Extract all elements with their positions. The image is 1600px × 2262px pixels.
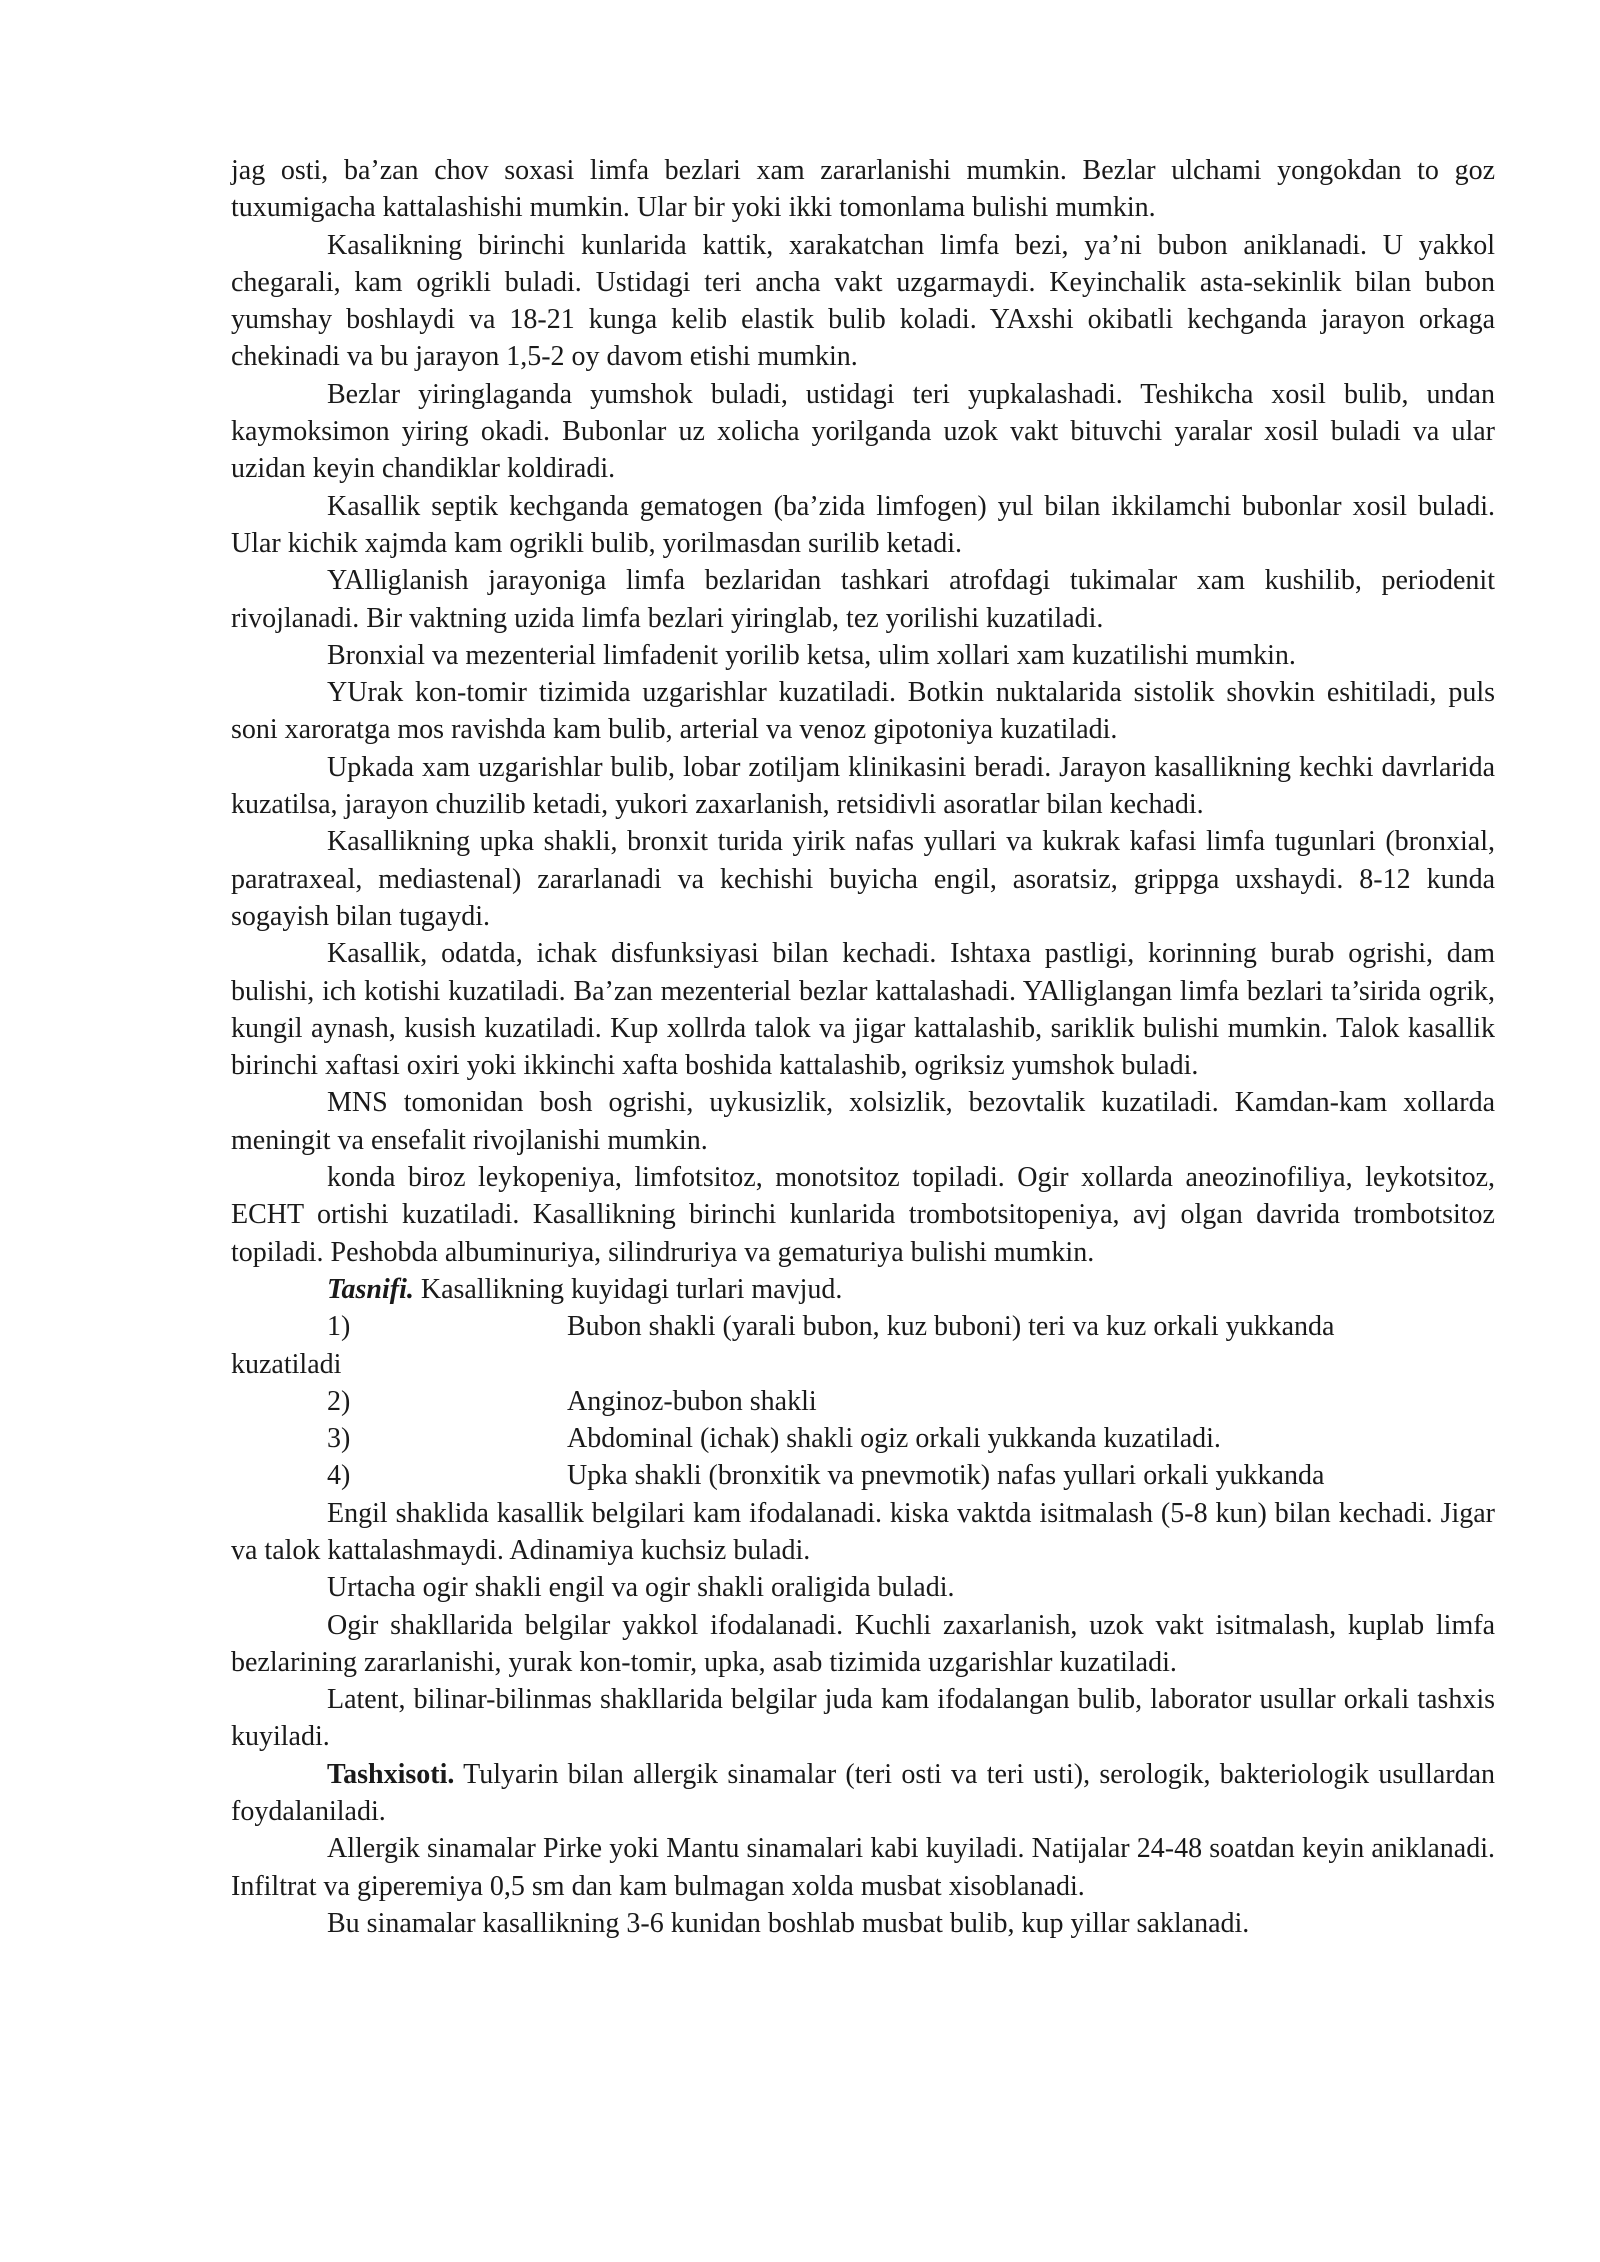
- classification-list-item: [231, 1308, 1495, 1383]
- paragraph: jag osti, ba’zan chov soxasi limfa bezlari xam zararlanishi mumkin. Bezlar ulchami yongokdan to goz tuxumigacha kattalashishi mumkin. Ular bir yoki ikki tomonlama bulishi mumkin.: [231, 155, 1495, 224]
- paragraph: Latent, bilinar-bilinmas shakllarida belgilar juda kam ifodalangan bulib, laborator usullar orkali tashxis kuyiladi.: [231, 1684, 1495, 1753]
- paragraph: Ogir shakllarida belgilar yakkol ifodalanadi. Kuchli zaxarlanish, uzok vakt isitmalash, kuplab limfa bezlarining zararlanishi, yurak kon-tomir, upka, asab tizimida uzgarishlar kuzatiladi.: [231, 1609, 1495, 1678]
- document-page: [231, 152, 1495, 1942]
- paragraph: Bezlar yiringlaganda yumshok buladi, ustidagi teri yupkalashadi. Teshikcha xosil bulib, undan kaymoksimon yiring okadi. Bubonlar uz xolicha yorilganda uzok vakt bituvchi yaralar xosil buladi va ular uzidan keyin chandiklar koldiradi.: [231, 378, 1495, 485]
- paragraph: Bu sinamalar kasallikning 3-6 kunidan boshlab musbat bulib, kup yillar saklanadi.: [327, 1907, 1250, 1939]
- list-number: 4): [327, 1460, 351, 1492]
- paragraph: Upkada xam uzgarishlar bulib, lobar zotiljam klinikasini beradi. Jarayon kasallikning kechki davrlarida kuzatilsa, jarayon chuzilib ketadi, yukori zaxarlanish, retsidivli asoratlar bilan kechadi.: [231, 751, 1495, 821]
- classification-heading: Tasnifi.: [327, 1273, 414, 1305]
- list-number: 1): [327, 1311, 351, 1343]
- paragraph: Kasallik, odatda, ichak disfunksiyasi bilan kechadi. Ishtaxa pastligi, korinning burab ogrishi, dam bulishi, ich kotishi kuzatiladi. Ba’zan mezenterial bezlar kattalashadi. YAlliglangan limfa bezlari ta’sirida ogrik, kungil aynash, kusish kuzatiladi. Kup xollrda talok va jigar kattalashib, sariklik bulishi mumkin. Talok kasallik birinchi xaftasi oxiri yoki ikkinchi xafta boshida kattalashib, ogriksiz yumshok buladi.: [231, 938, 1495, 1082]
- diagnosis-heading: Tashxisoti.: [327, 1758, 455, 1790]
- classification-paragraph: [231, 1271, 1495, 1308]
- paragraph: Allergik sinamalar Pirke yoki Mantu sinamalari kabi kuyiladi. Natijalar 24-48 soatdan keyin aniklanadi. Infiltrat va giperemiya 0,5 sm dan kam bulmagan xolda musbat xisoblanadi.: [231, 1833, 1495, 1902]
- paragraph: Kasallikning upka shakli, bronxit turida yirik nafas yullari va kukrak kafasi limfa tugunlari (bronxial, paratraxeal, mediastenal) zararlanadi va kechishi buyicha engil, asoratsiz, grippga uxshaydi. 8-12 kunda sogayish bilan tugaydi.: [231, 826, 1495, 932]
- paragraph: konda biroz leykopeniya, limfotsitoz, monotsitoz topiladi. Ogir xollarda aneozinofiliya, leykotsitoz, ECHT ortishi kuzatiladi. Kasallikning birinchi kunlarida trombotsitopeniya, avj olgan davrida trombotsitoz topiladi. Peshobda albuminuriya, silindruriya va gematuriya bulishi mumkin.: [231, 1162, 1495, 1268]
- list-text: Upka shakli (bronxitik va pnevmotik) nafas yullari orkali yukkanda: [567, 1460, 1325, 1492]
- list-number: 2): [327, 1385, 351, 1417]
- classification-intro: Kasallikning kuyidagi turlari mavjud.: [413, 1273, 843, 1305]
- list-text: Bubon shakli (yarali bubon, kuz buboni) teri va kuz orkali yukkanda: [567, 1311, 1335, 1343]
- classification-list-item: [231, 1383, 1495, 1420]
- list-text: Abdominal (ichak) shakli ogiz orkali yukkanda kuzatiladi.: [567, 1423, 1221, 1455]
- list-text: Anginoz-bubon shakli: [567, 1385, 817, 1417]
- paragraph: Kasallik septik kechganda gematogen (ba’zida limfogen) yul bilan ikkilamchi bubonlar xosil buladi. Ular kichik xajmda kam ogrikli bulib, yorilmasdan surilib ketadi.: [231, 490, 1495, 559]
- paragraph: MNS tomonidan bosh ogrishi, uykusizlik, xolsizlik, bezovtalik kuzatiladi. Kamdan-kam xollarda meningit va ensefalit rivojlanishi mumkin.: [231, 1087, 1495, 1156]
- list-number: 3): [327, 1423, 351, 1455]
- list-text-continuation: kuzatiladi: [231, 1348, 342, 1380]
- paragraph: Engil shaklida kasallik belgilari kam ifodalanadi. kiska vaktda isitmalash (5-8 kun) bilan kechadi. Jigar va talok kattalashmaydi. Adinamiya kuchsiz buladi.: [231, 1497, 1495, 1566]
- paragraph: Urtacha ogir shakli engil va ogir shakli oraligida buladi.: [327, 1572, 955, 1604]
- classification-list-item: [231, 1420, 1495, 1457]
- diagnosis-paragraph: [231, 1756, 1495, 1831]
- paragraph: YAlliglanish jarayoniga limfa bezlaridan tashkari atrofdagi tukimalar xam kushilib, periodenit rivojlanadi. Bir vaktning uzida limfa bezlari yiringlab, tez yorilishi kuzatiladi.: [231, 565, 1495, 634]
- classification-list-item: [231, 1457, 1495, 1494]
- paragraph: Kasalikning birinchi kunlarida kattik, xarakatchan limfa bezi, ya’ni bubon aniklanadi. U yakkol chegarali, kam ogrikli buladi. Ustidagi teri ancha vakt uzgarmaydi. Keyinchalik asta-sekinlik bilan bubon yumshay boshlaydi va 18-21 kunga kelib elastik bulib koladi. YAxshi okibatli kechganda jarayon orkaga chekinadi va bu jarayon 1,5-2 oy davom etishi mumkin.: [231, 229, 1495, 373]
- diagnosis-text: Tulyarin bilan allergik sinamalar (teri osti va teri usti), serologik, bakteriologik usullardan foydalaniladi.: [231, 1758, 1495, 1828]
- paragraph: Bronxial va mezenterial limfadenit yorilib ketsa, ulim xollari xam kuzatilishi mumkin.: [327, 639, 1296, 671]
- paragraph: YUrak kon-tomir tizimida uzgarishlar kuzatiladi. Botkin nuktalarida sistolik shovkin eshitiladi, puls soni xaroratga mos ravishda kam bulib, arterial va venoz gipotoniya kuzatiladi.: [231, 677, 1495, 746]
